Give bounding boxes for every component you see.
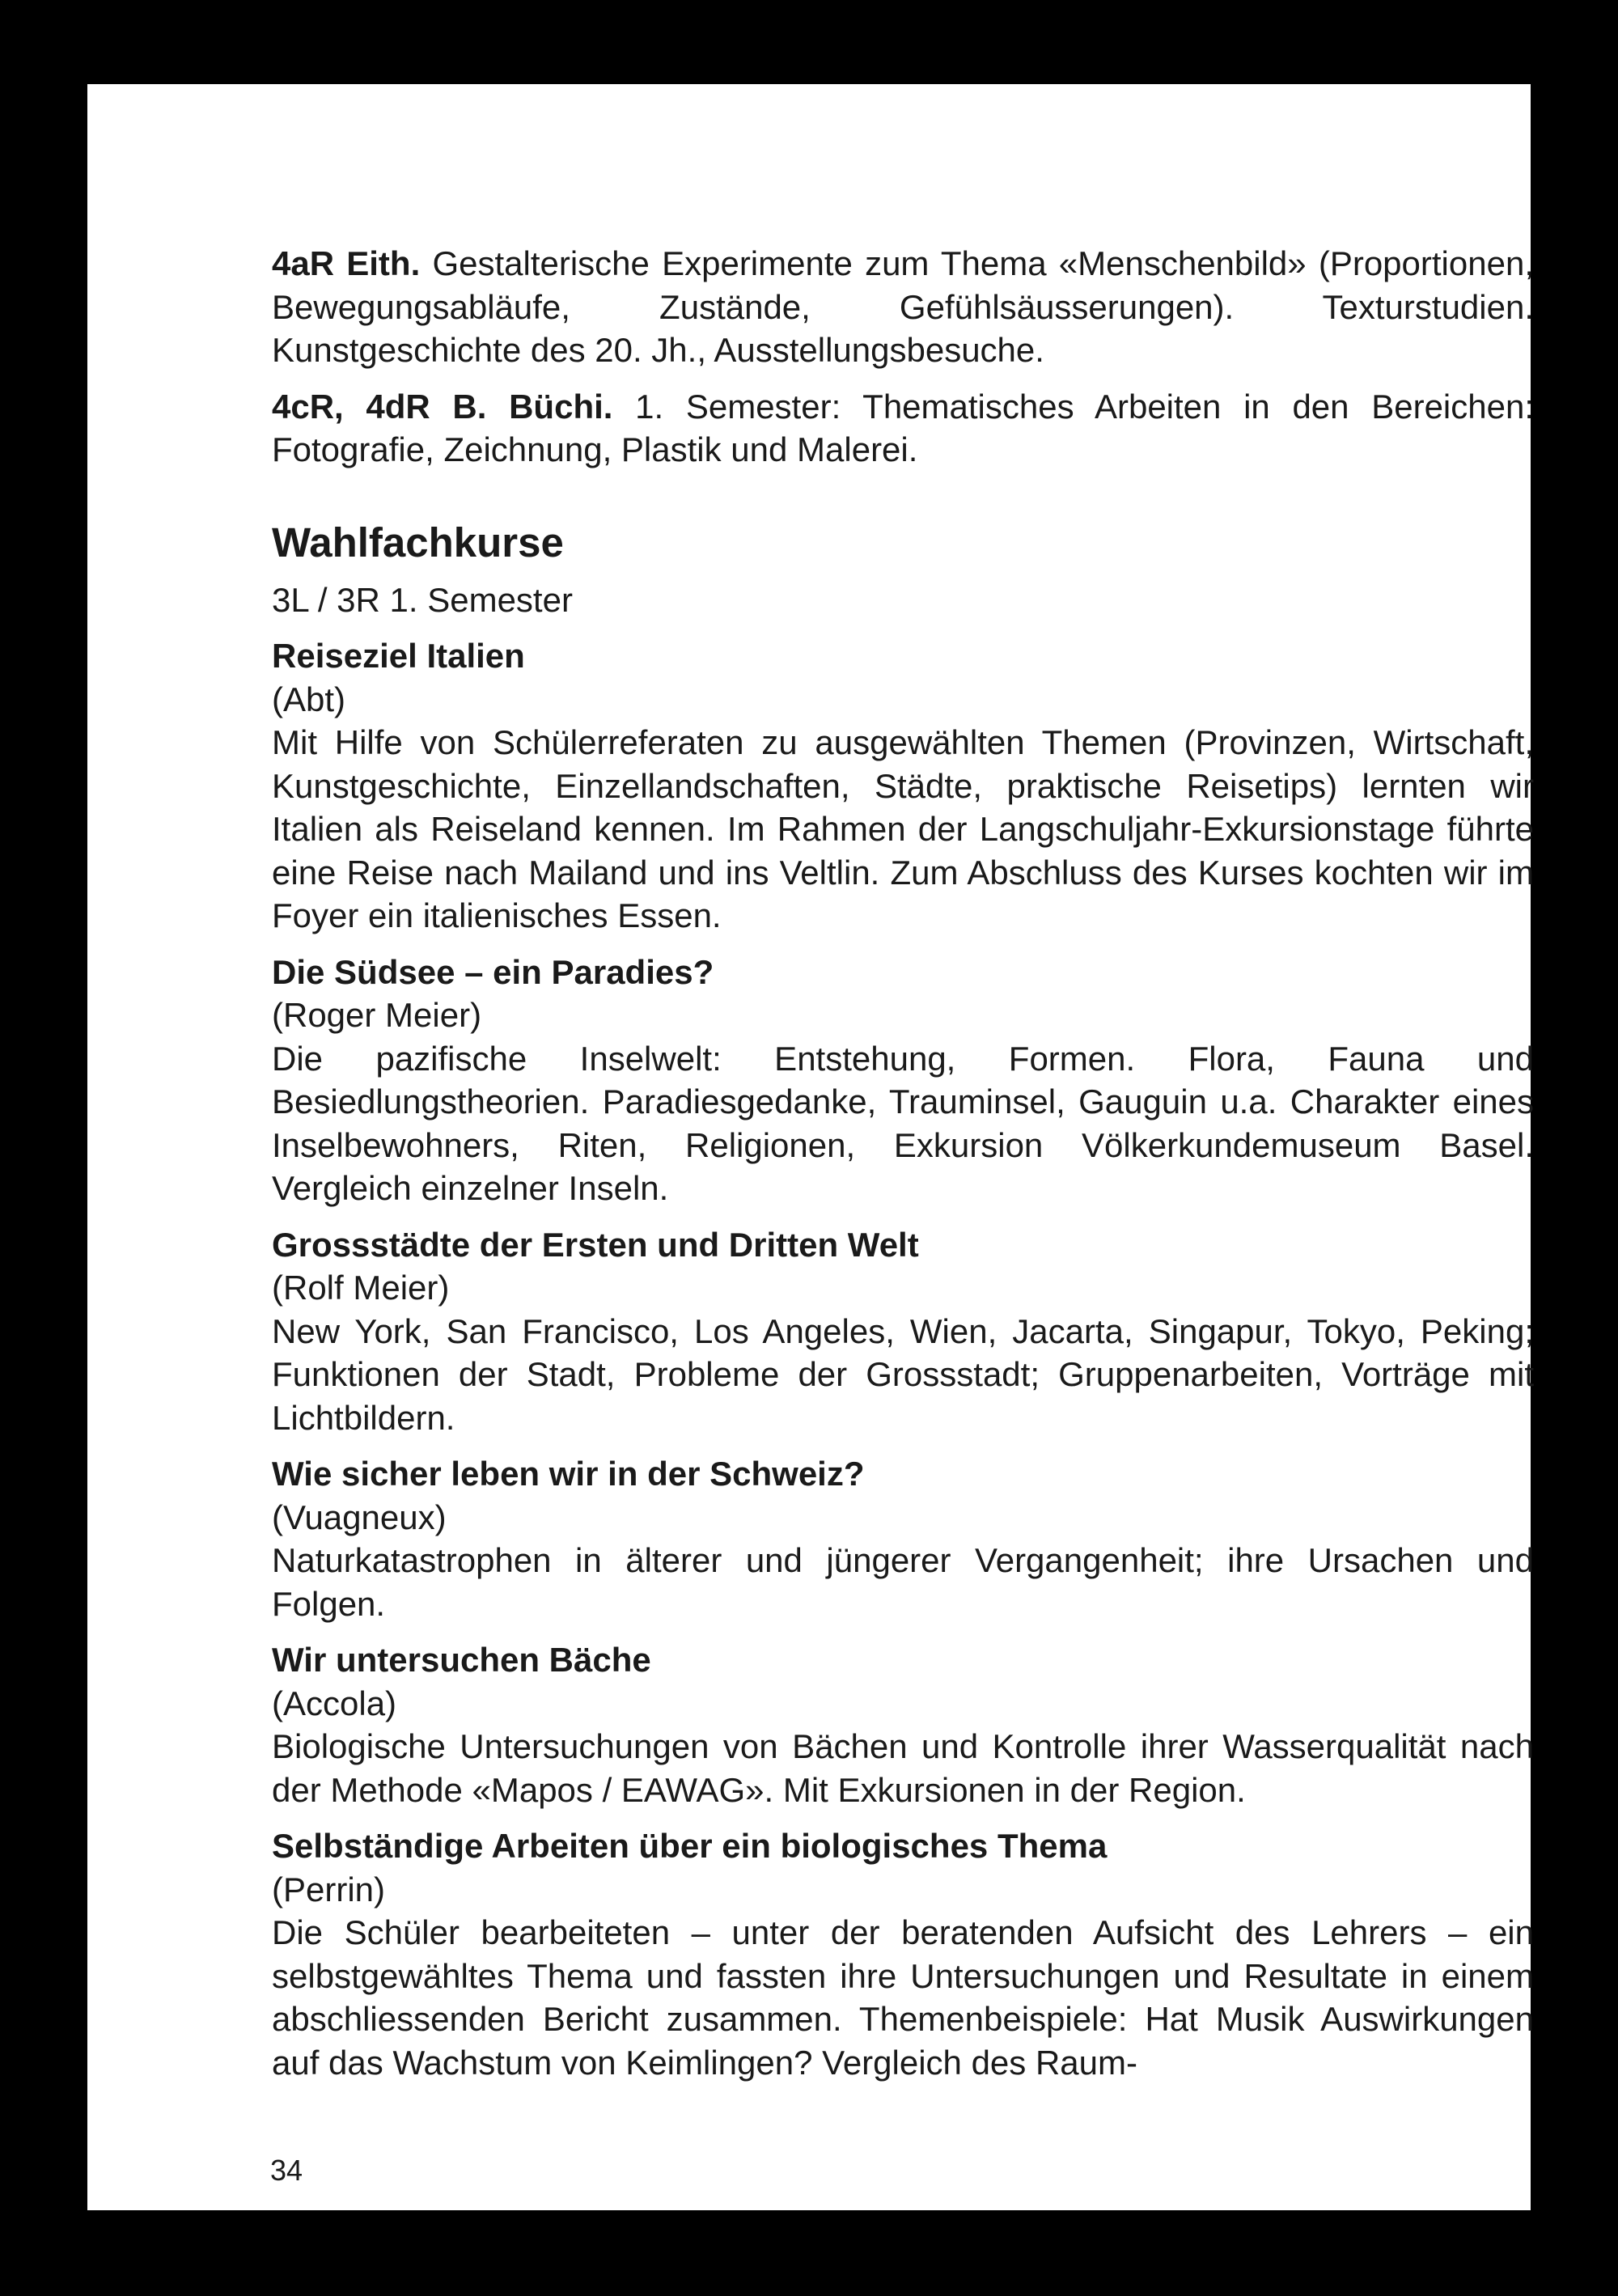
document-page	[87, 84, 1534, 2210]
course-title: Selbständige Arbeiten über ein biologisches Thema	[272, 1827, 1108, 1865]
semester-label: 3L / 3R 1. Semester	[272, 580, 573, 619]
course-entry	[272, 1638, 1534, 1811]
intro-paragraph-4cr-4dr	[272, 385, 1534, 472]
course-entry	[272, 634, 1534, 938]
course-teacher: (Roger Meier)	[272, 996, 482, 1034]
course-teacher: (Perrin)	[272, 1870, 386, 1908]
intro-text: 1. Semester: Thematisches Arbeiten in den Bereichen: Fotografie, Zeichnung, Plastik und Malerei.	[272, 387, 1534, 468]
course-entry	[272, 951, 1534, 1210]
course-title: Grossstädte der Ersten und Dritten Welt	[272, 1225, 919, 1264]
course-entry	[272, 1452, 1534, 1625]
intro-lead: 4cR, 4dR B. Büchi.	[272, 387, 613, 426]
page-content	[272, 242, 1534, 2097]
course-description: Die Schüler bearbeiteten – unter der beratenden Aufsicht des Lehrers – ein selbstgewähltes Thema und fassten ihre Untersuchungen und Resultate in einem abschliessenden Bericht zusammen. Themenbeispiele: Hat Musik Auswirkungen auf das Wachstum von Keimlingen? Vergleich des Raum-	[272, 1913, 1534, 2082]
course-title: Reiseziel Italien	[272, 637, 525, 675]
course-description: Mit Hilfe von Schülerreferaten zu ausgewählten Themen (Provinzen, Wirtschaft, Kunstgeschichte, Einzellandschaften, Städte, praktische Reisetips) lernten wir Italien als Reiseland kennen. Im Rahmen der Langschuljahr-Exkursionstage führte eine Reise nach Mailand und ins Veltlin. Zum Abschluss des Kurses kochten wir im Foyer ein italienisches Essen.	[272, 723, 1534, 934]
course-description: Naturkatastrophen in älterer und jüngerer Vergangenheit; ihre Ursachen und Folgen.	[272, 1541, 1534, 1623]
course-entry	[272, 1223, 1534, 1440]
course-teacher: (Rolf Meier)	[272, 1269, 450, 1307]
course-teacher: (Accola)	[272, 1684, 397, 1722]
intro-lead: 4aR Eith.	[272, 244, 421, 282]
course-description: Biologische Untersuchungen von Bächen und Kontrolle ihrer Wasserqualität nach der Methode «Mapos / EAWAG». Mit Exkursionen in der Region.	[272, 1727, 1534, 1809]
course-entry	[272, 1824, 1534, 2084]
course-teacher: (Vuagneux)	[272, 1497, 447, 1536]
course-teacher: (Abt)	[272, 680, 346, 718]
intro-text: Gestalterische Experimente zum Thema «Menschenbild» (Proportionen, Bewegungsabläufe, Zustände, Gefühlsäusserungen). Texturstudien. Kunstgeschichte des 20. Jh., Ausstellungsbesuche.	[272, 244, 1534, 369]
intro-paragraph-4ar	[272, 242, 1534, 372]
section-title: Wahlfachkurse	[272, 519, 564, 566]
course-title: Die Südsee – ein Paradies?	[272, 952, 714, 991]
course-title: Wir untersuchen Bäche	[272, 1641, 651, 1679]
course-description: Die pazifische Inselwelt: Entstehung, Formen. Flora, Fauna und Besiedlungstheorien. Paradiesgedanke, Trauminsel, Gauguin u.a. Charakter eines Inselbewohners, Riten, Religionen, Exkursion Völkerkundemuseum Basel. Vergleich einzelner Inseln.	[272, 1039, 1534, 1207]
course-title: Wie sicher leben wir in der Schweiz?	[272, 1455, 865, 1493]
page-number: 34	[270, 2154, 303, 2187]
course-description: New York, San Francisco, Los Angeles, Wien, Jacarta, Singapur, Tokyo, Peking; Funktionen der Stadt, Probleme der Grossstadt; Gruppenarbeiten, Vorträge mit Lichtbildern.	[272, 1311, 1534, 1437]
